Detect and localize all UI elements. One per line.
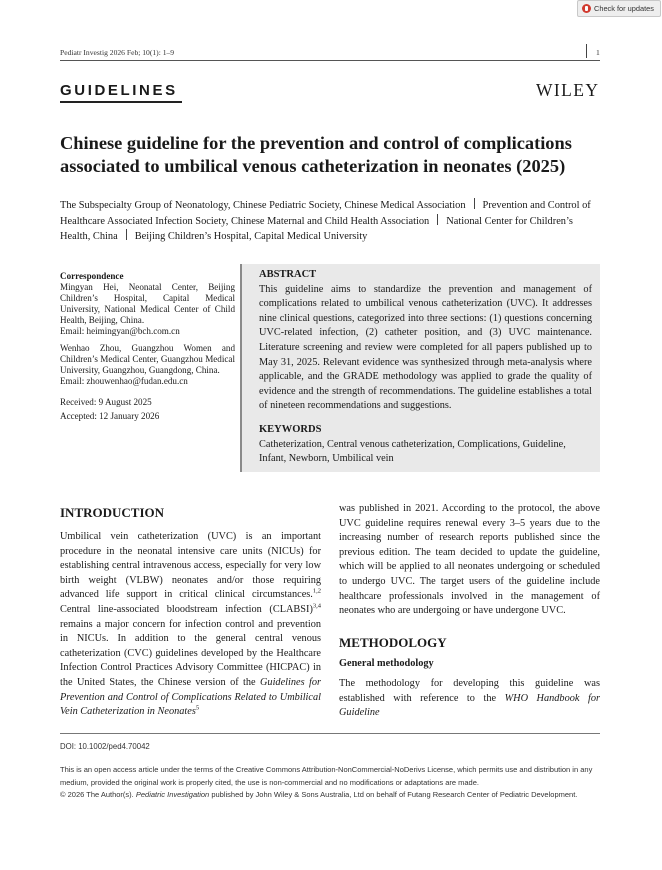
copyright-line <box>60 790 605 799</box>
section-underline <box>60 101 182 103</box>
crossmark-icon <box>582 4 591 13</box>
header-divider <box>586 44 587 58</box>
running-head: Pediatr Investig 2026 Feb; 10(1): 1–9 <box>60 48 175 57</box>
introduction-heading: INTRODUCTION <box>60 505 165 520</box>
citation-5[interactable]: 5 <box>195 704 200 712</box>
article-title <box>60 132 620 178</box>
affiliation-2: Prevention and Control of Healthcare Associated Infection Society, Chinese Maternal and Child Health Association <box>60 200 591 227</box>
doi-link[interactable]: DOI: 10.1002/ped4.70042 <box>60 742 150 751</box>
section-label: GUIDELINES <box>60 82 178 99</box>
intro-text-a: Umbilical vein catheterization (UVC) is an important procedure in the neonatal intensive care units (NICUs) for establishing central intravenous access, especially for very low birth weight (VLBW) neonates and/or those requiring advanced life support in critical clinical circumstances. <box>60 531 321 601</box>
publisher-logo: WILEY <box>536 80 600 100</box>
correspondence-author-2: Wenhao Zhou, Guangzhou Women and Children’s Medical Center, Guangzhou Medical University, Guangzhou, Guangdong, China. <box>60 343 235 375</box>
title-line-2: associated to umbilical venous catheterization in neonates (2025) <box>60 156 566 176</box>
copyright-a: © 2026 The Author(s). <box>60 790 134 799</box>
correspondence-author-1: Mingyan Hei, Neonatal Center, Beijing Children’s Hospital, Capital Medical University, National Medical Center of Child Health, Beijing, China. <box>60 282 235 325</box>
title-line-1: Chinese guideline for the prevention and control of complications <box>60 133 572 153</box>
accepted-date: Accepted: 12 January 2026 <box>60 411 160 421</box>
abstract-accent-bar <box>240 264 242 472</box>
abstract-text: This guideline aims to standardize the prevention and management of complications related to umbilical venous catheterization (UVC). It addresses nine clinical questions, categorized into three sections: (1) questions concerning UVC-related infection, (2) catheter position, and (3) UVC maintenance. Literature screening and review were completed for all papers published up to May 31, 2025. Relevant evidence was synthesized through meta-analysis where applicable, and the GRADE methodology was applied to grade the quality of evidence and the strength of recommendations. The guideline establishes a total of nineteen recommendations and suggestions. <box>259 283 592 412</box>
check-for-updates-label: Check for updates <box>594 4 654 13</box>
affiliation-1: The Subspecialty Group of Neonatology, Chinese Pediatric Society, Chinese Medical Association <box>60 200 466 211</box>
footer-rule <box>60 733 600 734</box>
affiliation-separator <box>437 214 438 225</box>
keywords-heading: KEYWORDS <box>259 423 322 435</box>
affiliation-3: National Center for Children’s Health, China <box>60 215 573 243</box>
keywords-text: Catheterization, Central venous catheterization, Complications, Guideline, Infant, Newborn, Umbilical vein <box>259 438 566 465</box>
intro-guideline-title: Guidelines for Prevention and Control of Complications Related to Umbilical Vein Catheterization in Neonates <box>60 676 321 718</box>
correspondence-email-1[interactable]: Email: heimingyan@bch.com.cn <box>60 326 180 336</box>
abstract-heading: ABSTRACT <box>259 269 317 280</box>
affiliation-4: Beijing Children’s Hospital, Capital Medical University <box>134 231 368 243</box>
page-number: 1 <box>596 48 600 57</box>
who-handbook-title: WHO Handbook for Guideline <box>339 692 600 719</box>
citation-3-4[interactable]: 3,4 <box>312 602 321 610</box>
abstract-content <box>259 268 592 467</box>
header-rule <box>60 60 600 61</box>
introduction-column-1 <box>60 530 321 720</box>
affiliation-separator <box>474 198 475 209</box>
copyright-journal: Pediatric Investigation <box>135 790 210 799</box>
correspondence-email-2[interactable]: Email: zhouwenhao@fudan.edu.cn <box>60 376 188 386</box>
check-for-updates-button[interactable] <box>577 0 661 17</box>
citation-1-2[interactable]: 1,2 <box>312 587 321 595</box>
received-date: Received: 9 August 2025 <box>60 397 152 407</box>
copyright-b: published by John Wiley & Sons Australia, Ltd on behalf of Futang Research Center of Pediatric Development. <box>211 790 578 799</box>
correspondence-heading: Correspondence <box>60 271 124 281</box>
correspondence-panel <box>60 271 235 428</box>
methodology-text-a: The methodology for developing this guideline was established with reference to the <box>339 678 600 704</box>
author-affiliations <box>60 198 605 245</box>
intro-text-c: remains a major concern for infection control and prevention in NICUs. In addition to the general central venous catheterization (CVC) guidelines developed by the Healthcare Infection Control Practices Advisory Committee (HICPAC) in the United States, the Chinese version of the <box>60 618 321 688</box>
general-methodology-subheading: General methodology <box>339 658 434 669</box>
methodology-text <box>339 677 600 721</box>
license-text: This is an open access article under the terms of the Creative Commons Attribution-NonCommercial-NoDerivs License, which permits use and distribution in any medium, provided the original work is properly cited, the use is non-commercial and no modifications or adaptations are made. <box>60 765 593 787</box>
affiliation-separator <box>126 229 127 240</box>
intro-text-b: Central line-associated bloodstream infection (CLABSI) <box>60 603 313 615</box>
methodology-heading: METHODOLOGY <box>339 635 447 650</box>
introduction-column-2: was published in 2021. According to the protocol, the above UVC guideline requires renewal every 3–5 years due to the increasing number of research reports published since the previous edition. The team decided to update the guideline, which will be applied to all neonates undergoing or scheduled to undergo UVC. The target users of the guideline include healthcare professionals involved in the management of neonates who are undergoing or have undergone UVC. <box>339 503 600 617</box>
